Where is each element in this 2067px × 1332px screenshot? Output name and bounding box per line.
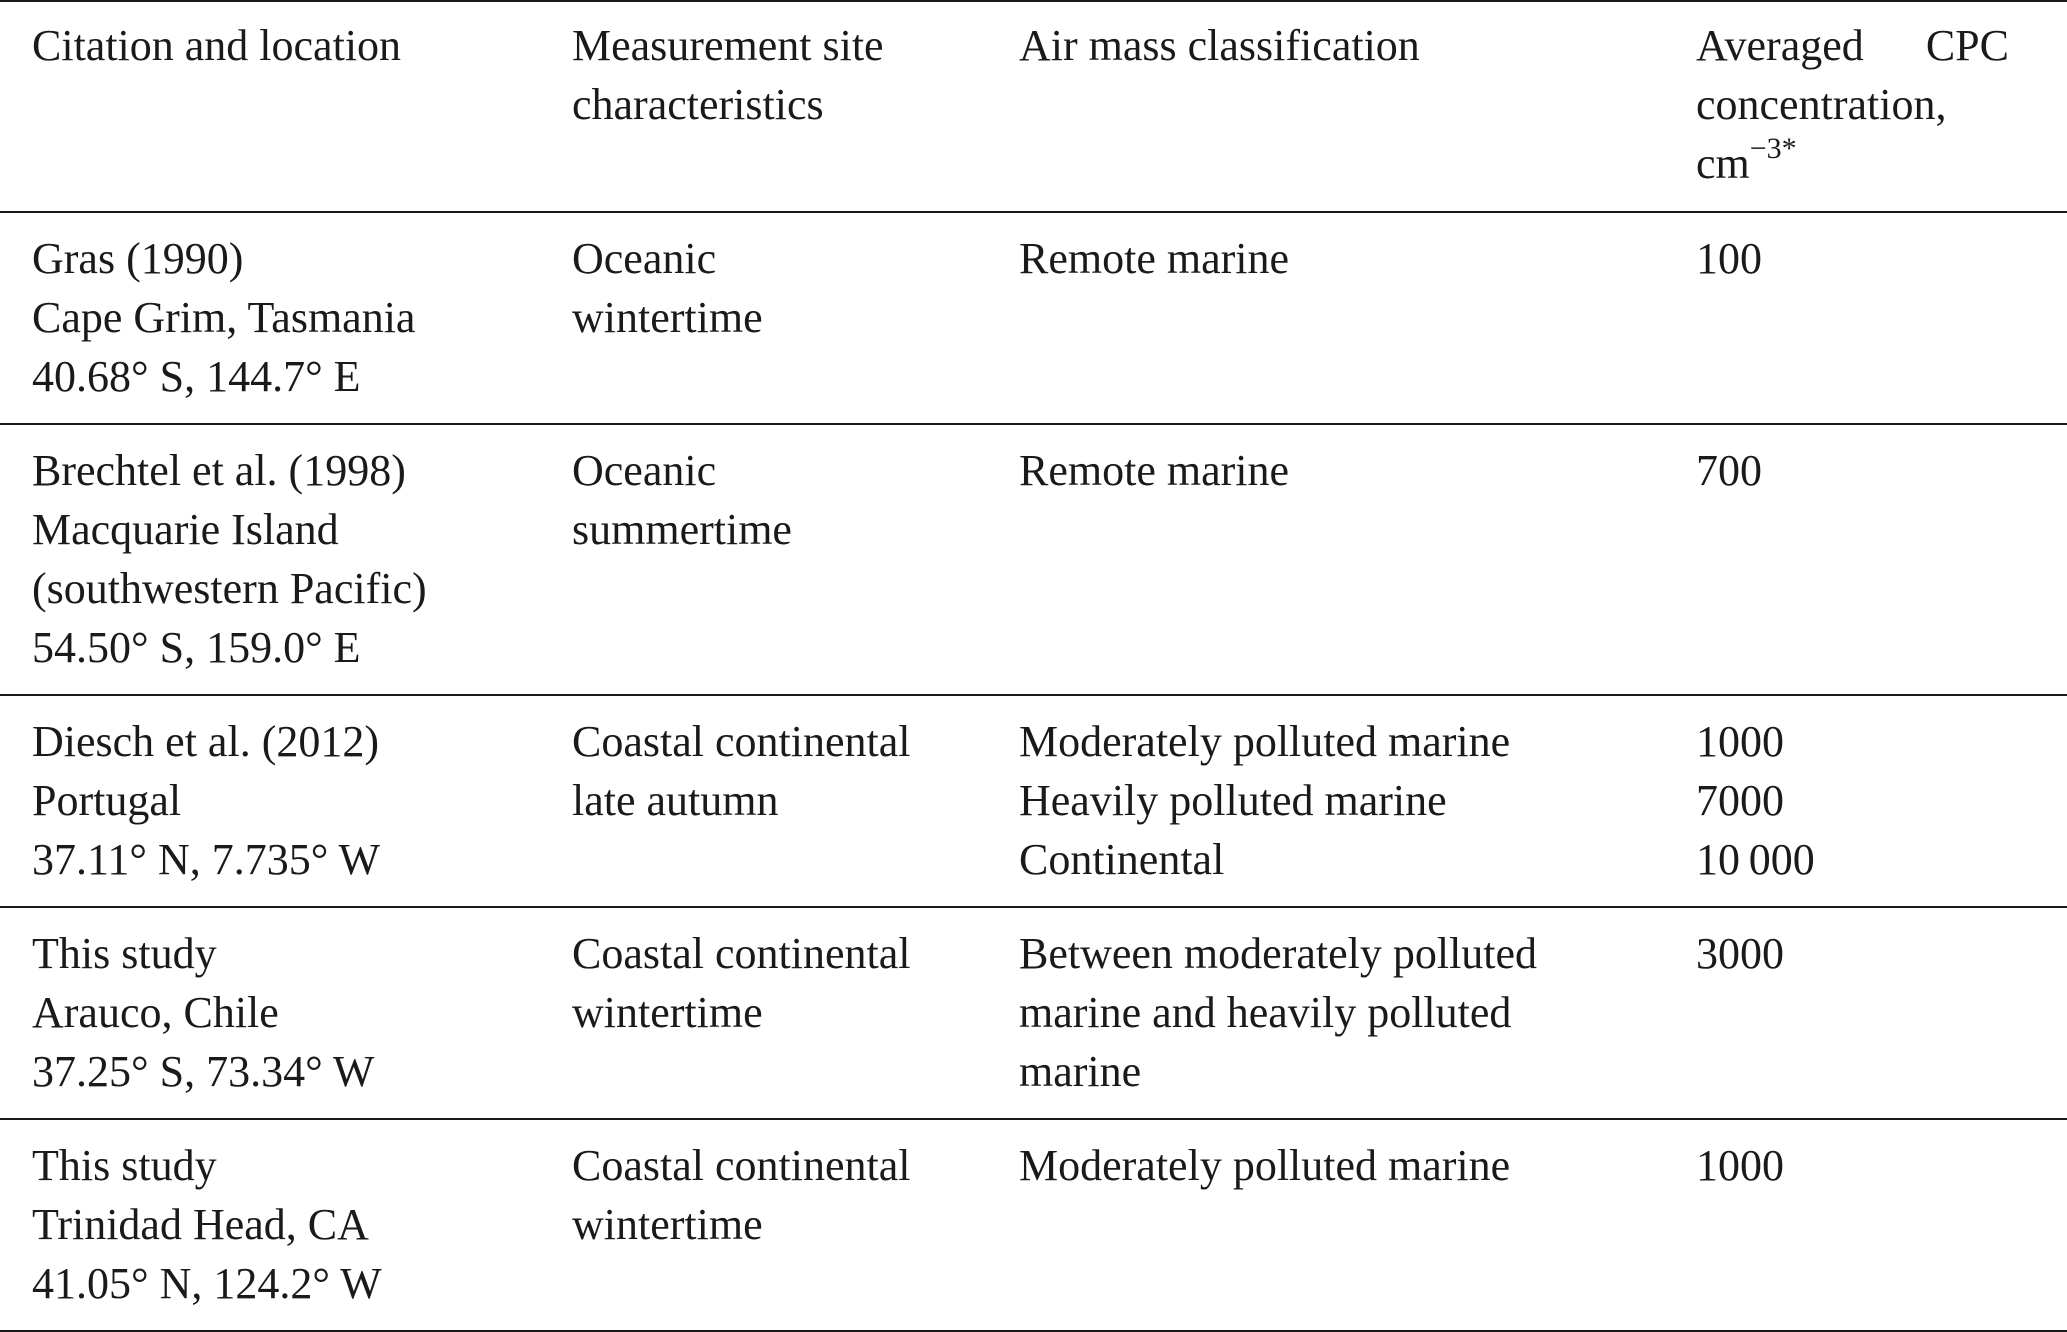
cell-cpc-concentration bbox=[1696, 907, 2067, 1119]
cell-citation-location-line: Brechtel et al. (1998) bbox=[32, 446, 406, 495]
cell-site-characteristics-line: Oceanic bbox=[572, 446, 717, 495]
cell-site-characteristics-line: summertime bbox=[572, 505, 792, 554]
cell-air-mass-line: Moderately polluted marine bbox=[1019, 717, 1511, 766]
cell-citation-location bbox=[0, 695, 572, 907]
unit-exponent: −3* bbox=[1749, 132, 1797, 166]
table-row bbox=[0, 695, 2067, 907]
cell-citation-location-line: 40.68° S, 144.7° E bbox=[32, 352, 361, 401]
cell-air-mass bbox=[1019, 212, 1696, 424]
cell-site-characteristics-line: Coastal continental bbox=[572, 717, 911, 766]
cell-site-characteristics-line: wintertime bbox=[572, 1200, 763, 1249]
cell-citation-location-line: Trinidad Head, CA bbox=[32, 1200, 369, 1249]
table-header bbox=[0, 1, 2067, 212]
cell-cpc-concentration-line: 1000 bbox=[1696, 717, 1784, 766]
cell-air-mass bbox=[1019, 695, 1696, 907]
cell-cpc-concentration-line: 1000 bbox=[1696, 1141, 1784, 1190]
cell-citation-location-line: Portugal bbox=[32, 776, 182, 825]
cell-citation-location-line: This study bbox=[32, 1141, 217, 1190]
cell-citation-location bbox=[0, 212, 572, 424]
cell-citation-location-line: Macquarie Island bbox=[32, 505, 339, 554]
cell-air-mass bbox=[1019, 424, 1696, 695]
cell-citation-location-line: (southwestern Pacific) bbox=[32, 564, 427, 613]
cell-air-mass-line: Moderately polluted marine bbox=[1019, 1141, 1511, 1190]
table-body bbox=[0, 212, 2067, 1331]
cell-citation-location bbox=[0, 907, 572, 1119]
cell-citation-location-line: 41.05° N, 124.2° W bbox=[32, 1259, 382, 1308]
cell-site-characteristics-line: Coastal continental bbox=[572, 1141, 911, 1190]
table-row bbox=[0, 212, 2067, 424]
header-row bbox=[0, 1, 2067, 212]
cell-site-characteristics-line: wintertime bbox=[572, 988, 763, 1037]
table-row bbox=[0, 424, 2067, 695]
cell-air-mass bbox=[1019, 907, 1696, 1119]
cell-site-characteristics bbox=[572, 695, 1019, 907]
cell-site-characteristics bbox=[572, 907, 1019, 1119]
cell-citation-location-line: Diesch et al. (2012) bbox=[32, 717, 379, 766]
table-row bbox=[0, 907, 2067, 1119]
cell-site-characteristics-line: wintertime bbox=[572, 293, 763, 342]
header-citation-location: Citation and location bbox=[32, 21, 402, 70]
cell-air-mass-line: Continental bbox=[1019, 835, 1225, 884]
header-cpc-unit: $cm^{-3*}$ bbox=[1696, 132, 1797, 188]
cell-citation-location-line: Gras (1990) bbox=[32, 234, 244, 283]
cell-citation-location-line: 37.11° N, 7.735° W bbox=[32, 835, 381, 884]
cell-air-mass bbox=[1019, 1119, 1696, 1331]
cell-site-characteristics bbox=[572, 212, 1019, 424]
header-site-characteristics: Measurement site characteristics bbox=[572, 21, 884, 129]
cell-site-characteristics bbox=[572, 1119, 1019, 1331]
header-cpc-concentration: Averaged CPC concentration, $cm^{-3*}$ bbox=[1696, 1, 2067, 212]
cell-site-characteristics-line: Coastal continental bbox=[572, 929, 911, 978]
cell-cpc-concentration-line: 700 bbox=[1696, 446, 1762, 495]
cell-air-mass-line: marine and heavily polluted bbox=[1019, 988, 1512, 1037]
cell-citation-location-line: 37.25° S, 73.34° W bbox=[32, 1047, 375, 1096]
cell-cpc-concentration-line: 10 000 bbox=[1696, 835, 1815, 884]
cell-citation-location bbox=[0, 1119, 572, 1331]
cell-air-mass-line: Heavily polluted marine bbox=[1019, 776, 1447, 825]
cell-site-characteristics bbox=[572, 424, 1019, 695]
cell-citation-location-line: Cape Grim, Tasmania bbox=[32, 293, 416, 342]
cell-cpc-concentration bbox=[1696, 695, 2067, 907]
cell-citation-location-line: This study bbox=[32, 929, 217, 978]
cell-site-characteristics-line: Oceanic bbox=[572, 234, 717, 283]
cell-cpc-concentration bbox=[1696, 212, 2067, 424]
cell-citation-location-line: Arauco, Chile bbox=[32, 988, 279, 1037]
cell-cpc-concentration bbox=[1696, 1119, 2067, 1331]
cell-air-mass-line: marine bbox=[1019, 1047, 1142, 1096]
cell-cpc-concentration-line: 3000 bbox=[1696, 929, 1784, 978]
cell-air-mass-line: Remote marine bbox=[1019, 446, 1290, 495]
cell-site-characteristics-line: late autumn bbox=[572, 776, 779, 825]
table-row bbox=[0, 1119, 2067, 1331]
cell-air-mass-line: Remote marine bbox=[1019, 234, 1290, 283]
cell-cpc-concentration-line: 7000 bbox=[1696, 776, 1784, 825]
header-air-mass: Air mass classification bbox=[1019, 21, 1420, 70]
cell-cpc-concentration bbox=[1696, 424, 2067, 695]
cell-cpc-concentration-line: 100 bbox=[1696, 234, 1762, 283]
cell-citation-location bbox=[0, 424, 572, 695]
cell-air-mass-line: Between moderately polluted bbox=[1019, 929, 1538, 978]
header-cpc-line1: Averaged CPC bbox=[1696, 21, 2009, 70]
cell-citation-location-line: 54.50° S, 159.0° E bbox=[32, 623, 361, 672]
